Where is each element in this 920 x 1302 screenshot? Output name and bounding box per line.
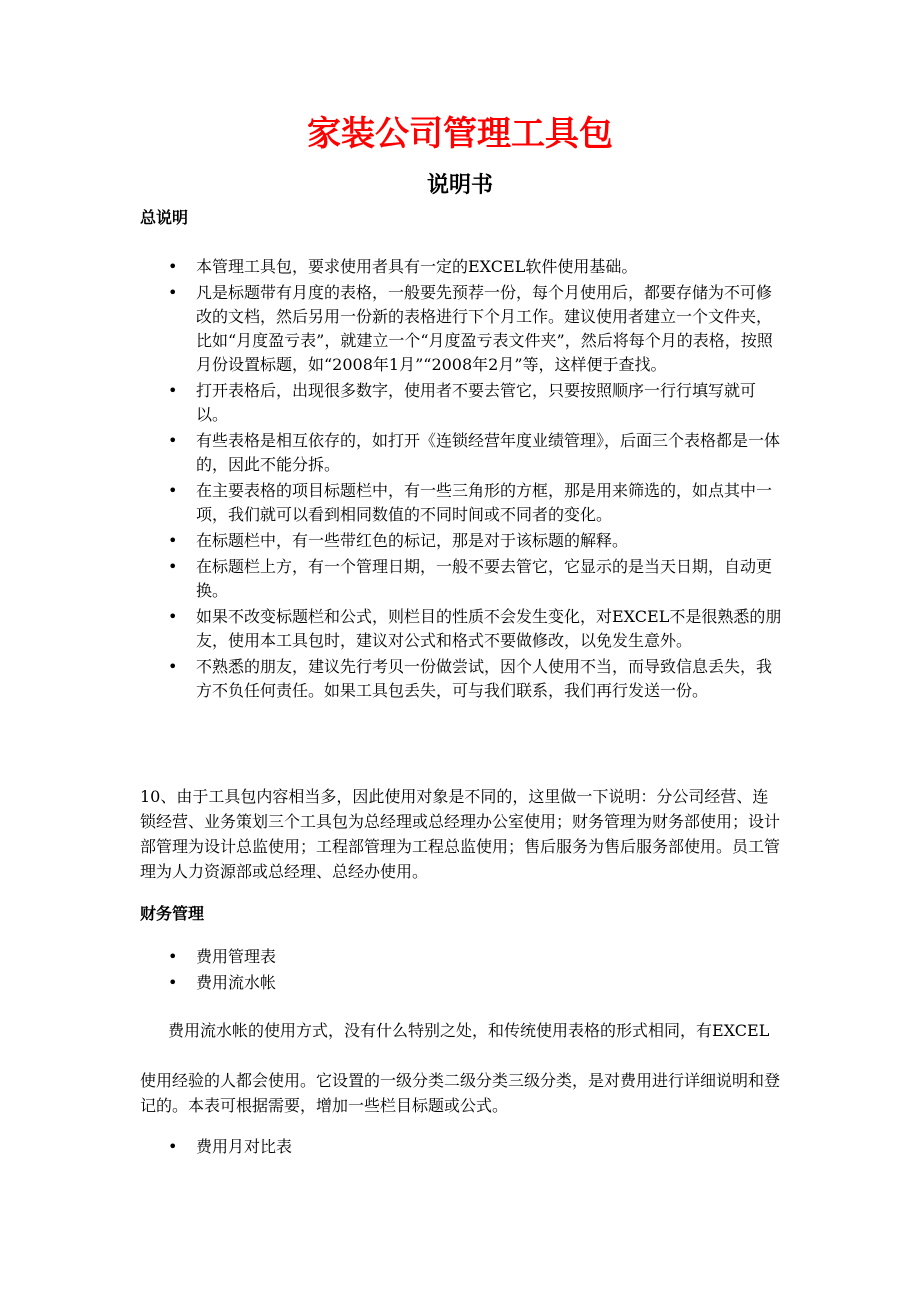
list-item: [140, 971, 782, 995]
flow-ledger-note-line2: 使用经验的人都会使用。它设置的一级分类二级分类三级分类，是对费用进行详细说明和登记的。本表可根据需要，增加一些栏目标题或公式。: [140, 1071, 781, 1115]
bullet-icon: •: [168, 431, 178, 450]
list-item: [140, 255, 782, 279]
list-item-text: 在标题栏中，有一些带红色的标记，那是对于该标题的解释。: [196, 531, 629, 550]
list-item: [140, 945, 782, 969]
bullet-icon: •: [168, 481, 178, 500]
bullet-icon: •: [168, 557, 178, 576]
bullet-icon: •: [168, 257, 178, 276]
list-item: [140, 655, 782, 703]
list-item: [140, 479, 782, 527]
bullet-icon: •: [168, 657, 178, 676]
flow-ledger-note-line1: 费用流水帐的使用方式，没有什么特别之处，和传统使用表格的形式相同，有EXCEL: [168, 1021, 770, 1040]
list-item-text: 如果不改变标题栏和公式，则栏目的性质不会发生变化，对EXCEL不是很熟悉的朋友，使用本工具包时，建议对公式和格式不要做修改，以免发生意外。: [196, 607, 782, 650]
list-item-text: 打开表格后，出现很多数字，使用者不要去管它，只要按照顺序一行行填写就可以。: [196, 381, 757, 424]
list-item: [140, 605, 782, 653]
list-item-text: 不熟悉的朋友，建议先行考贝一份做尝试，因个人使用不当，而导致信息丢失，我方不负任何责任。如果工具包丢失，可与我们联系，我们再行发送一份。: [196, 657, 773, 700]
list-item-text: 费用流水帐: [196, 973, 277, 992]
document-title: 家装公司管理工具包: [307, 114, 613, 154]
list-item: [140, 1135, 782, 1159]
bullet-icon: •: [168, 973, 178, 992]
list-item-text: 有些表格是相互依存的，如打开《连锁经营年度业绩管理》，后面三个表格都是一体的，因此不能分拆。: [196, 431, 781, 474]
list-item: [140, 281, 782, 377]
bullet-icon: •: [168, 947, 178, 966]
list-item-text: 费用管理表: [196, 947, 277, 966]
section-heading-finance: 财务管理: [140, 904, 205, 923]
finance-bullet-list-after: [140, 1135, 782, 1159]
list-item-text: 本管理工具包，要求使用者具有一定的EXCEL软件使用基础。: [196, 257, 638, 276]
bullet-icon: •: [168, 607, 178, 626]
section-heading-general: 总说明: [140, 208, 189, 227]
finance-bullet-list: [140, 945, 782, 995]
bullet-icon: •: [168, 531, 178, 550]
bullet-icon: •: [168, 381, 178, 400]
bullet-icon: •: [168, 1137, 178, 1156]
document-subtitle: 说明书: [426, 172, 493, 198]
bullet-icon: •: [168, 283, 178, 302]
list-item-text: 在主要表格的项目标题栏中，有一些三角形的方框，那是用来筛选的，如点其中一项，我们就可以看到相同数值的不同时间或不同者的变化。: [196, 481, 773, 524]
usage-note-paragraph: 10、由于工具包内容相当多，因此使用对象是不同的，这里做一下说明：分公司经营、连锁经营、业务策划三个工具包为总经理或总经理办公室使用；财务管理为财务部使用；设计部管理为设计总监使用；工程部管理为工程总监使用；售后服务为售后服务部使用。员工管理为人力资源部或总经理、总经办使用。: [140, 787, 781, 881]
general-bullet-list: [140, 255, 782, 703]
list-item-text: 在标题栏上方，有一个管理日期，一般不要去管它，它显示的是当天日期，自动更换。: [196, 557, 773, 600]
list-item: [140, 379, 782, 427]
list-item-text: 凡是标题带有月度的表格，一般要先预荐一份，每个月使用后，都要存储为不可修改的文档，然后另用一份新的表格进行下个月工作。建议使用者建立一个文件夹，比如“月度盈亏表”，就建立一个“月度盈亏表文件夹”，然后将每个月的表格，按照月份设置标题，如“2008年1月”“2008年2月”等，这样便于查找。: [196, 283, 773, 374]
list-item-text: 费用月对比表: [196, 1137, 293, 1156]
list-item: [140, 555, 782, 603]
list-item: [140, 529, 782, 553]
list-item: [140, 429, 782, 477]
